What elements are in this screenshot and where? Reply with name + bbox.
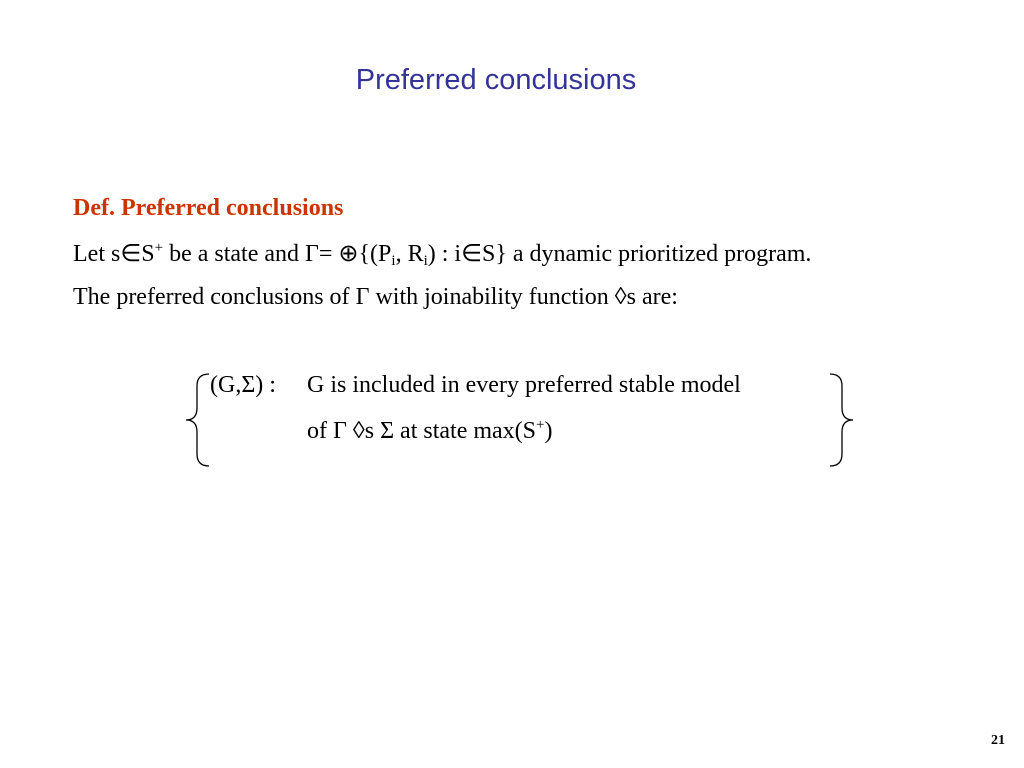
definition-heading: Def. Preferred conclusions xyxy=(73,195,344,221)
left-brace-icon xyxy=(183,372,213,468)
diamond-symbol: ◊ xyxy=(614,284,627,310)
diamond-symbol: ◊ xyxy=(352,418,365,444)
slide-title: Preferred conclusions xyxy=(355,64,637,96)
element-of-symbol: ∈ xyxy=(461,241,482,267)
right-brace-icon xyxy=(826,372,856,468)
set-row-2: of Γ ◊s Σ at state max(S+) xyxy=(307,417,553,444)
set-pair: (G,Σ) : xyxy=(210,372,276,398)
element-of-symbol: ∈ xyxy=(120,241,142,267)
definition-line-2: The preferred conclusions of Γ with joinability function ◊s are: xyxy=(73,284,678,310)
gamma-symbol: Γ xyxy=(355,284,370,310)
page-number: 21 xyxy=(991,733,1005,748)
gamma-symbol: Γ xyxy=(305,241,319,267)
set-condition: G is included in every preferred stable model xyxy=(307,372,741,398)
definition-line-1: Let s∈S+ be a state and $\Gamma= \oplus\{(P_i$, $R_i$) : i∈S} a dynamic prioritized program. xyxy=(73,240,812,269)
oplus-symbol: ⊕ xyxy=(338,241,359,267)
set-row-1 xyxy=(210,372,741,399)
